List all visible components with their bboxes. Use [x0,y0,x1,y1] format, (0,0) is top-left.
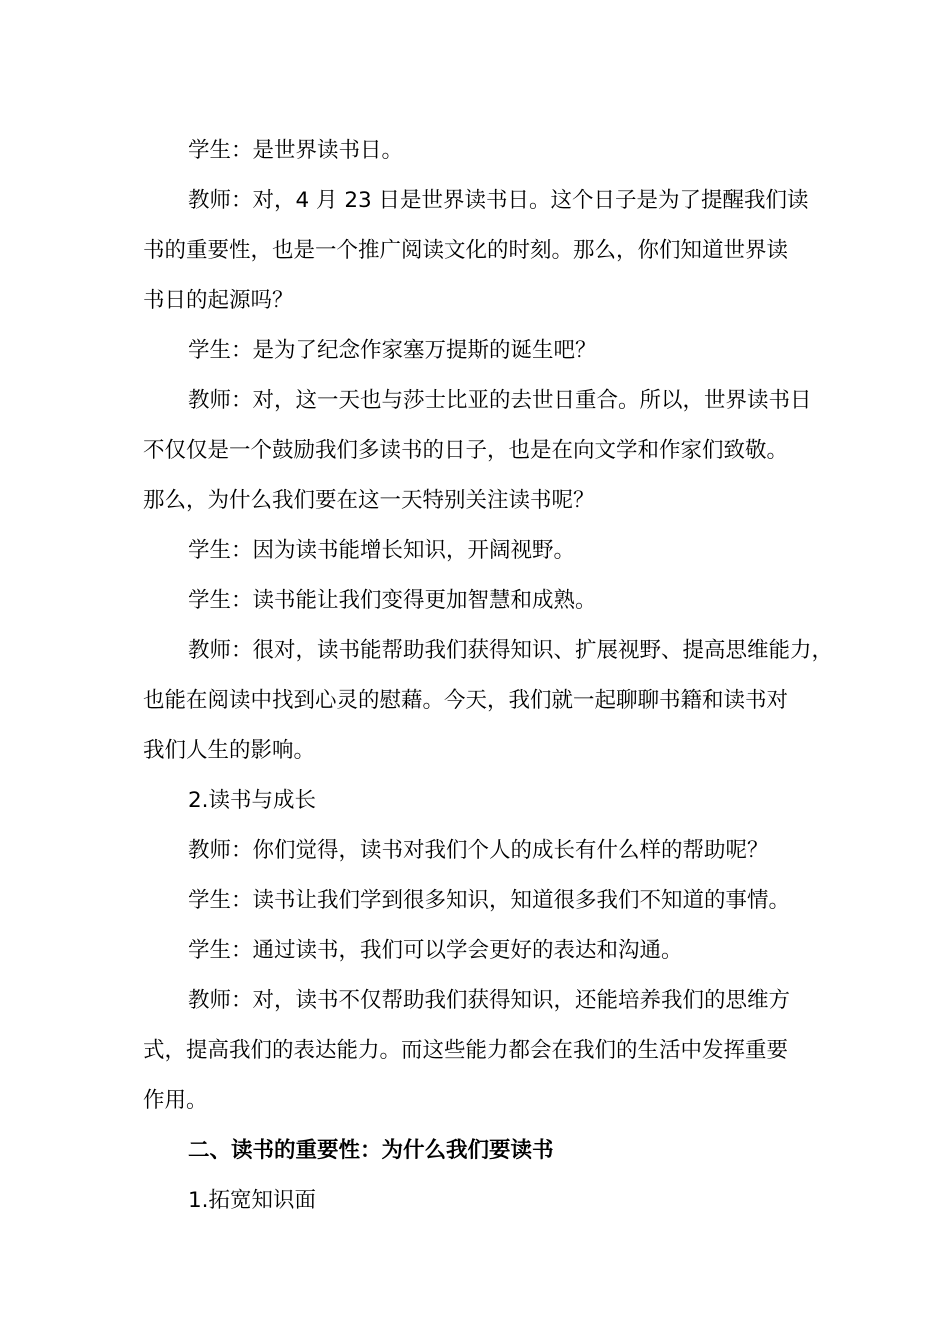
student-line [143,926,833,976]
text-line: 作用。 [143,1088,208,1113]
text-line: 学生：读书让我们学到很多知识，知道很多我们不知道的事情。 [188,888,791,913]
text-line: 二、读书的重要性：为什么我们要读书 [188,1138,554,1163]
text-line: 学生：读书能让我们变得更加智慧和成熟。 [188,588,597,613]
text-line: 学生：是世界读书日。 [188,138,404,163]
text-line: 学生：因为读书能增长知识，开阔视野。 [188,538,576,563]
text-line: 教师：对，4 月 23 日是世界读书日。这个日子是为了提醒我们读 [188,188,809,213]
section-subheading [143,1176,833,1226]
text-line: 1.拓宽知识面 [188,1188,317,1213]
text-line: 那么，为什么我们要在这一天特别关注读书呢？ [143,488,595,513]
text-line: 教师：很对，读书能帮助我们获得知识、扩展视野、提高思维能力， [188,638,834,663]
text-line: 书日的起源吗？ [143,288,294,313]
document-body [143,126,833,1226]
student-line [143,576,833,626]
student-line [143,326,833,376]
text-line: 2.读书与成长 [188,788,317,813]
text-line: 学生：是为了纪念作家塞万提斯的诞生吧？ [188,338,597,363]
section-heading [143,1126,833,1176]
text-line: 教师：对，这一天也与莎士比亚的去世日重合。所以，世界读书日 [188,388,812,413]
teacher-line [143,826,833,876]
teacher-line [143,626,833,776]
text-line: 教师：你们觉得，读书对我们个人的成长有什么样的帮助呢？ [188,838,769,863]
text-line: 学生：通过读书，我们可以学会更好的表达和沟通。 [188,938,683,963]
student-line [143,876,833,926]
text-line: 不仅仅是一个鼓励我们多读书的日子，也是在向文学和作家们致敬。 [143,438,789,463]
teacher-line [143,976,833,1126]
text-line: 式，提高我们的表达能力。而这些能力都会在我们的生活中发挥重要 [143,1038,789,1063]
teacher-line [143,376,833,526]
student-line [143,126,833,176]
text-line: 书的重要性，也是一个推广阅读文化的时刻。那么，你们知道世界读 [143,238,789,263]
text-line: 教师：对，读书不仅帮助我们获得知识，还能培养我们的思维方 [188,988,791,1013]
student-line [143,526,833,576]
text-line: 也能在阅读中找到心灵的慰藉。今天，我们就一起聊聊书籍和读书对 [143,688,789,713]
teacher-line [143,176,833,326]
section-subheading [143,776,833,826]
text-line: 我们人生的影响。 [143,738,316,763]
